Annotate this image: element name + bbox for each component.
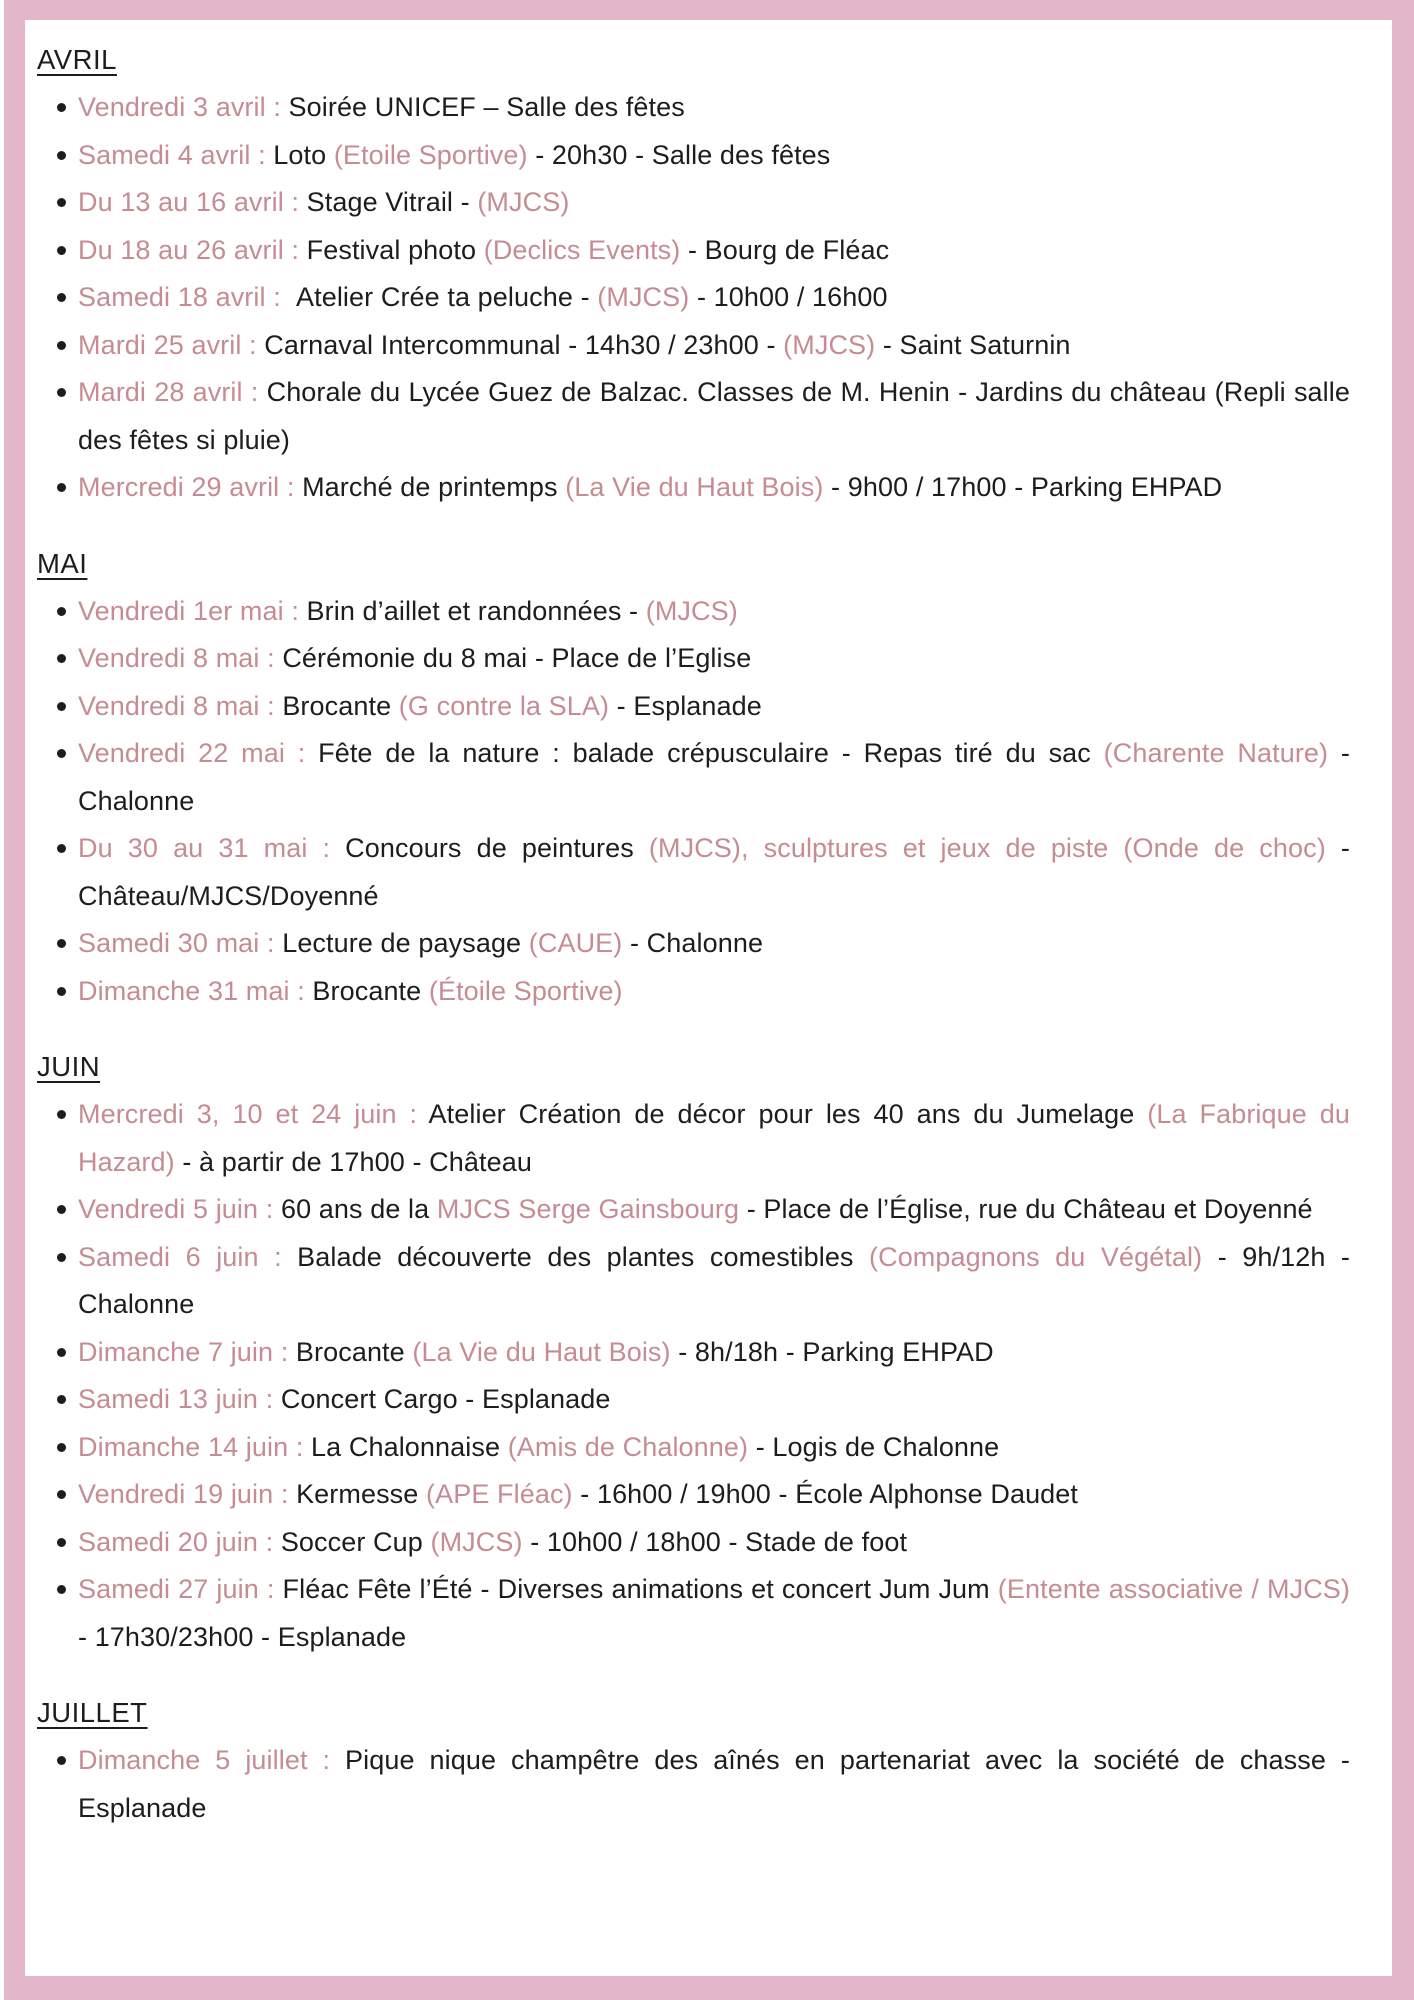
event-text: - 20h30 - Salle des fêtes bbox=[527, 139, 831, 170]
event-item bbox=[78, 635, 1350, 683]
event-text: Kermesse bbox=[296, 1479, 427, 1509]
event-date: Dimanche 14 juin : bbox=[78, 1431, 312, 1462]
event-organizer: (Étoile Sportive) bbox=[428, 975, 623, 1006]
event-item bbox=[78, 1424, 1350, 1472]
event-text: Chorale du Lycée Guez de Balzac. Classes de M. Henin - Jardins du château (Repli salle des fêtes si pluie) bbox=[78, 377, 1350, 455]
event-organizer: (MJCS) bbox=[430, 1526, 523, 1557]
event-text: - 8h/18h - Parking EHPAD bbox=[670, 1336, 994, 1367]
event-organizer: (La Vie du Haut Bois) bbox=[565, 472, 824, 502]
event-item bbox=[78, 1091, 1350, 1186]
event-organizer: (G contre la SLA) bbox=[398, 690, 610, 721]
bullet-icon bbox=[57, 1110, 66, 1119]
event-text: - Chalonne bbox=[622, 928, 764, 958]
bullet-icon bbox=[57, 1443, 66, 1452]
bullet-icon bbox=[57, 483, 66, 492]
event-organizer: (Etoile Sportive) bbox=[333, 139, 528, 170]
sections-container bbox=[37, 36, 1350, 1832]
event-text: 60 ans de la bbox=[280, 1194, 437, 1224]
bullet-icon bbox=[57, 103, 66, 112]
event-item bbox=[78, 920, 1350, 968]
event-organizer: (La Vie du Haut Bois) bbox=[412, 1336, 671, 1367]
event-text: - 17h30/23h00 - Esplanade bbox=[78, 1621, 407, 1652]
event-text: - à partir de 17h00 - Château bbox=[174, 1146, 532, 1177]
bullet-icon bbox=[57, 987, 66, 996]
event-text: - Place de l’Église, rue du Château et Doyenné bbox=[739, 1194, 1313, 1224]
section-title-juillet bbox=[37, 1689, 1350, 1736]
event-item bbox=[78, 1376, 1350, 1424]
event-organizer: (MJCS) bbox=[597, 282, 690, 312]
bullet-icon bbox=[57, 293, 66, 302]
event-text: Brocante bbox=[312, 975, 429, 1006]
section-title-avril bbox=[37, 36, 1350, 83]
event-date: Dimanche 7 juin : bbox=[78, 1336, 296, 1367]
event-item bbox=[78, 84, 1350, 132]
event-text: Atelier Création de décor pour les 40 ans du Jumelage bbox=[428, 1099, 1148, 1129]
event-date: Samedi 30 mai : bbox=[78, 928, 283, 958]
event-text: - 10h00 / 18h00 - Stade de foot bbox=[522, 1526, 908, 1557]
bullet-icon bbox=[57, 607, 66, 616]
event-date: Dimanche 5 juillet : bbox=[78, 1745, 346, 1775]
event-item bbox=[78, 464, 1350, 512]
event-text: Brocante bbox=[295, 1336, 413, 1367]
event-date: Vendredi 1er mai : bbox=[78, 595, 307, 626]
event-text: Balade découverte des plantes comestibles bbox=[297, 1241, 869, 1272]
event-text: - Esplanade bbox=[609, 690, 762, 721]
bullet-icon bbox=[57, 1490, 66, 1499]
event-date: Mercredi 29 avril : bbox=[78, 472, 303, 502]
section-title-text: MAI bbox=[37, 547, 88, 579]
event-organizer: (CAUE) bbox=[528, 928, 623, 958]
bullet-icon bbox=[57, 1348, 66, 1357]
event-text: - 16h00 / 19h00 - École Alphonse Daudet bbox=[572, 1479, 1079, 1509]
event-organizer: (Amis de Chalonne) bbox=[507, 1431, 749, 1462]
event-organizer: (Entente associative / MJCS) bbox=[997, 1574, 1350, 1604]
bullet-icon bbox=[57, 198, 66, 207]
event-text: Lecture de paysage bbox=[282, 928, 529, 958]
bullet-icon bbox=[57, 749, 66, 758]
event-item bbox=[78, 968, 1350, 1016]
event-organizer: (MJCS) bbox=[645, 595, 738, 626]
event-text: - Logis de Chalonne bbox=[748, 1431, 1000, 1462]
event-text: Marché de printemps bbox=[302, 472, 566, 502]
event-text: Atelier Crée ta peluche - bbox=[288, 282, 598, 312]
event-text: - Bourg de Fléac bbox=[680, 234, 890, 265]
event-list bbox=[37, 1737, 1350, 1832]
event-item bbox=[78, 1234, 1350, 1329]
bullet-icon bbox=[57, 151, 66, 160]
event-date: Mercredi 3, 10 et 24 juin : bbox=[78, 1099, 429, 1129]
bullet-icon bbox=[57, 1395, 66, 1404]
event-text: - Château/MJCS/Doyenné bbox=[78, 833, 1350, 911]
event-text: Stage Vitrail - bbox=[306, 187, 478, 217]
event-organizer: (La Fabrique du Hazard) bbox=[78, 1099, 1351, 1177]
event-text: - Chalonne bbox=[78, 738, 1351, 816]
event-date: Samedi 4 avril : bbox=[78, 139, 274, 170]
event-text: - 9h00 / 17h00 - Parking EHPAD bbox=[823, 472, 1223, 502]
bullet-icon bbox=[57, 702, 66, 711]
event-item bbox=[78, 683, 1350, 731]
bullet-icon bbox=[57, 844, 66, 853]
event-item bbox=[78, 1566, 1350, 1661]
event-organizer: (MJCS) bbox=[783, 329, 876, 360]
event-item bbox=[78, 1519, 1350, 1567]
event-organizer: (Compagnons du Végétal) bbox=[869, 1241, 1203, 1272]
event-date: Du 13 au 16 avril : bbox=[78, 187, 307, 217]
event-item bbox=[78, 274, 1350, 322]
event-item bbox=[78, 730, 1350, 825]
event-organizer: MJCS Serge Gainsbourg bbox=[436, 1194, 740, 1224]
section-title-text: JUILLET bbox=[37, 1697, 148, 1728]
bullet-icon bbox=[57, 1205, 66, 1214]
event-date: Dimanche 31 mai : bbox=[78, 975, 313, 1006]
event-date: Samedi 6 juin : bbox=[78, 1241, 298, 1272]
section-title-text: AVRIL bbox=[37, 44, 117, 75]
event-text: - Saint Saturnin bbox=[875, 329, 1071, 360]
event-date: Vendredi 19 juin : bbox=[78, 1479, 297, 1509]
event-text: Concours de peintures bbox=[345, 833, 649, 863]
event-text: Pique nique champêtre des aînés en partenariat avec la société de chasse - Esplanade bbox=[78, 1745, 1350, 1823]
event-text: Soccer Cup bbox=[280, 1526, 431, 1557]
event-date: Du 18 au 26 avril : bbox=[78, 234, 307, 265]
event-item bbox=[78, 369, 1350, 464]
event-item bbox=[78, 825, 1350, 920]
bullet-icon bbox=[57, 1538, 66, 1547]
event-list bbox=[37, 1091, 1350, 1661]
event-text: La Chalonnaise bbox=[311, 1431, 508, 1462]
calendar-page bbox=[25, 20, 1392, 1976]
event-text: - 10h00 / 16h00 bbox=[689, 282, 888, 312]
event-organizer: (Declics Events) bbox=[483, 234, 681, 265]
event-text: - 9h/12h - Chalonne bbox=[78, 1241, 1350, 1319]
event-text: Fête de la nature : balade crépusculaire - Repas tiré du sac bbox=[318, 738, 1104, 768]
event-date: Vendredi 22 mai : bbox=[78, 738, 319, 768]
event-item bbox=[78, 179, 1350, 227]
event-list bbox=[37, 588, 1350, 1016]
bullet-icon bbox=[57, 341, 66, 350]
event-item bbox=[78, 227, 1350, 275]
event-item bbox=[78, 1737, 1350, 1832]
event-item bbox=[78, 322, 1350, 370]
event-text: Concert Cargo - Esplanade bbox=[280, 1384, 611, 1414]
event-date: Mardi 25 avril : bbox=[78, 329, 265, 360]
event-organizer: (MJCS) bbox=[477, 187, 570, 217]
event-text: Loto bbox=[273, 139, 334, 170]
event-text: Festival photo bbox=[306, 234, 484, 265]
bullet-icon bbox=[57, 654, 66, 663]
event-organizer: (Charente Nature) bbox=[1103, 738, 1329, 768]
event-date: Samedi 27 juin : bbox=[78, 1574, 283, 1604]
section-title-mai bbox=[37, 540, 1350, 587]
bullet-icon bbox=[57, 388, 66, 397]
bullet-icon bbox=[57, 1756, 66, 1765]
event-date: Vendredi 8 mai : bbox=[78, 643, 283, 673]
event-item bbox=[78, 1186, 1350, 1234]
event-text: Brin d’aillet et randonnées - bbox=[306, 595, 646, 626]
event-date: Vendredi 3 avril : bbox=[78, 92, 289, 122]
section-title-text: JUIN bbox=[37, 1051, 101, 1082]
event-date: Mardi 28 avril : bbox=[78, 377, 267, 407]
event-list bbox=[37, 84, 1350, 512]
event-date: Samedi 13 juin : bbox=[78, 1384, 281, 1414]
event-text: Carnaval Intercommunal - 14h30 / 23h00 - bbox=[264, 329, 784, 360]
event-date: Vendredi 8 mai : bbox=[78, 690, 283, 721]
event-date: Samedi 18 avril : bbox=[78, 282, 289, 312]
event-item bbox=[78, 588, 1350, 636]
bullet-icon bbox=[57, 246, 66, 255]
bullet-icon bbox=[57, 1585, 66, 1594]
event-date: Vendredi 5 juin : bbox=[78, 1194, 281, 1224]
event-text: Fléac Fête l’Été - Diverses animations et concert Jum Jum bbox=[282, 1574, 998, 1604]
event-item bbox=[78, 132, 1350, 180]
event-item bbox=[78, 1329, 1350, 1377]
bullet-icon bbox=[57, 1253, 66, 1262]
event-text: Cérémonie du 8 mai - Place de l’Eglise bbox=[282, 643, 752, 673]
section-title-juin bbox=[37, 1043, 1350, 1090]
event-text: Soirée UNICEF – Salle des fêtes bbox=[288, 92, 685, 122]
event-organizer: (MJCS), sculptures et jeux de piste (Onde de choc) bbox=[648, 833, 1326, 863]
event-date: Du 30 au 31 mai : bbox=[78, 833, 346, 863]
bullet-icon bbox=[57, 939, 66, 948]
event-organizer: (APE Fléac) bbox=[426, 1479, 573, 1509]
event-text: Brocante bbox=[282, 690, 399, 721]
event-item bbox=[78, 1471, 1350, 1519]
event-date: Samedi 20 juin : bbox=[78, 1526, 281, 1557]
